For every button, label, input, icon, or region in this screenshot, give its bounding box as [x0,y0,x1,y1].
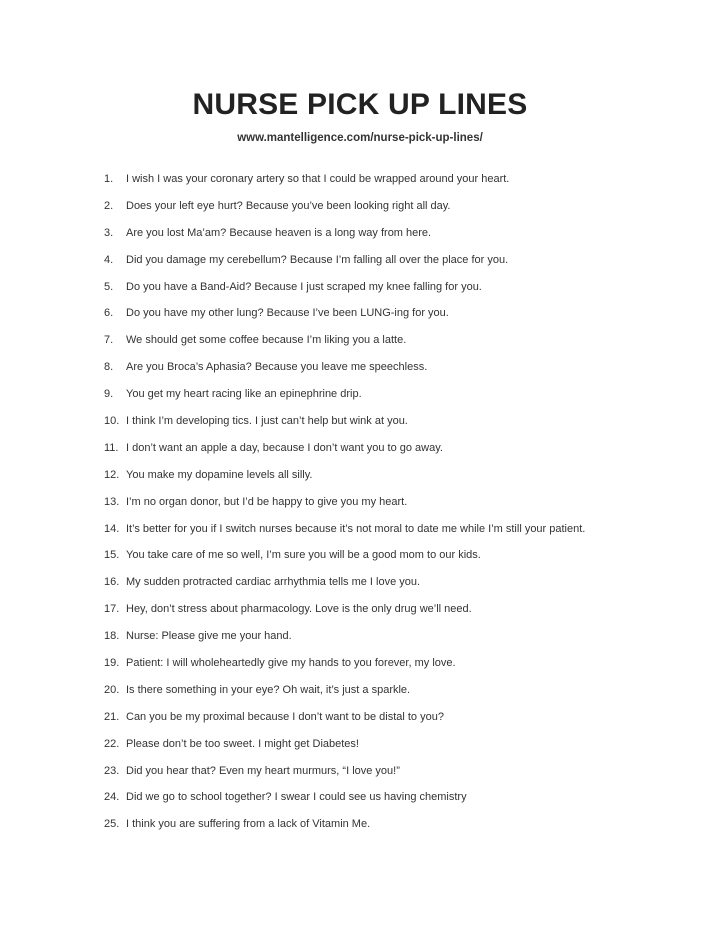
list-item-number: 7. [104,334,114,347]
list-item [104,817,664,844]
list-item-number: 11. [104,441,119,454]
list-item-number: 13. [104,495,120,508]
list-item [104,602,664,629]
list-item [104,306,664,333]
list-item-text: I wish I was your coronary artery so that I could be wrapped around your heart. [126,173,510,185]
list-item [104,253,664,280]
list-item-number: 6. [104,307,114,320]
list-item-text: You take care of me so well, I’m sure you will be a good mom to our kids. [126,549,481,562]
list-item [104,737,664,764]
list-item-text: I don’t want an apple a day, because I don’t want you to go away. [126,441,443,454]
list-item [104,333,664,360]
list-item [104,522,664,549]
list-item-text: Did you damage my cerebellum? Because I’m falling all over the place for you. [126,253,509,266]
list-item-number: 22. [104,737,120,750]
list-item-text: It’s better for you if I switch nurses because it’s not moral to date me while I’m still your patient. [126,522,586,535]
list-item-number: 18. [104,630,120,643]
list-item-number: 23. [104,764,120,777]
source-url: www.mantelligence.com/nurse-pick-up-lines/ [237,132,483,144]
list-item-text: You get my heart racing like an epinephrine drip. [126,388,362,401]
list-item-text: I’m no organ donor, but I’d be happy to give you my heart. [126,495,408,508]
list-item [104,226,664,253]
list-item-number: 16. [104,576,120,589]
list-item-number: 14. [104,522,120,535]
list-item-number: 8. [104,361,114,374]
list-item-number: 19. [104,657,120,670]
list-item-number: 12. [104,468,120,481]
list-item [104,172,664,199]
list-item-text: Do you have my other lung? Because I’ve been LUNG-ing for you. [126,307,449,320]
list-item-text: Can you be my proximal because I don’t want to be distal to you? [126,710,444,723]
list-item-text: Is there something in your eye? Oh wait, it’s just a sparkle. [126,683,411,696]
list-item-number: 4. [104,253,114,266]
list-item-number: 9. [104,388,114,401]
list-item [104,199,664,226]
pick-up-lines-list [104,172,664,844]
list-item-text: Nurse: Please give me your hand. [126,630,292,643]
list-item [104,710,664,737]
list-item [104,441,664,468]
list-item [104,360,664,387]
list-item-text: We should get some coffee because I’m liking you a latte. [126,334,407,347]
list-item-number: 25. [104,818,120,831]
list-item-text: I think you are suffering from a lack of Vitamin Me. [126,818,371,831]
page-title: NURSE PICK UP LINES [192,88,528,121]
list-item-number: 5. [104,280,114,293]
list-item [104,387,664,414]
list-item-number: 1. [104,173,114,185]
list-item [104,575,664,602]
list-item-text: My sudden protracted cardiac arrhythmia tells me I love you. [126,576,421,589]
list-item-text: Does your left eye hurt? Because you’ve been looking right all day. [126,199,451,212]
list-item [104,656,664,683]
list-item-text: Do you have a Band-Aid? Because I just scraped my knee falling for you. [126,280,482,293]
list-item [104,548,664,575]
list-item-number: 17. [104,603,120,616]
list-item-text: Hey, don’t stress about pharmacology. Love is the only drug we’ll need. [126,603,472,616]
list-item-number: 10. [104,415,120,428]
list-item-number: 24. [104,791,120,804]
list-item-number: 2. [104,199,114,212]
list-item-text: Are you lost Ma’am? Because heaven is a long way from here. [126,226,432,239]
list-item [104,764,664,791]
list-item [104,280,664,307]
list-item-text: Did you hear that? Even my heart murmurs, “I love you!” [126,764,400,777]
list-item-number: 3. [104,226,114,239]
list-item [104,495,664,522]
list-item [104,683,664,710]
list-item-text: You make my dopamine levels all silly. [126,468,313,481]
list-item-number: 20. [104,683,120,696]
list-item [104,629,664,656]
list-item-text: Are you Broca’s Aphasia? Because you leave me speechless. [126,361,428,374]
list-item [104,790,664,817]
list-item-text: Please don’t be too sweet. I might get Diabetes! [126,737,359,750]
list-item-text: Patient: I will wholeheartedly give my hands to you forever, my love. [126,657,456,670]
list-item-text: I think I’m developing tics. I just can’t help but wink at you. [126,415,408,428]
list-item-number: 21. [104,710,120,723]
list-item-text: Did we go to school together? I swear I could see us having chemistry [126,791,467,804]
list-item-number: 15. [104,549,120,562]
list-item [104,414,664,441]
list-item [104,468,664,495]
